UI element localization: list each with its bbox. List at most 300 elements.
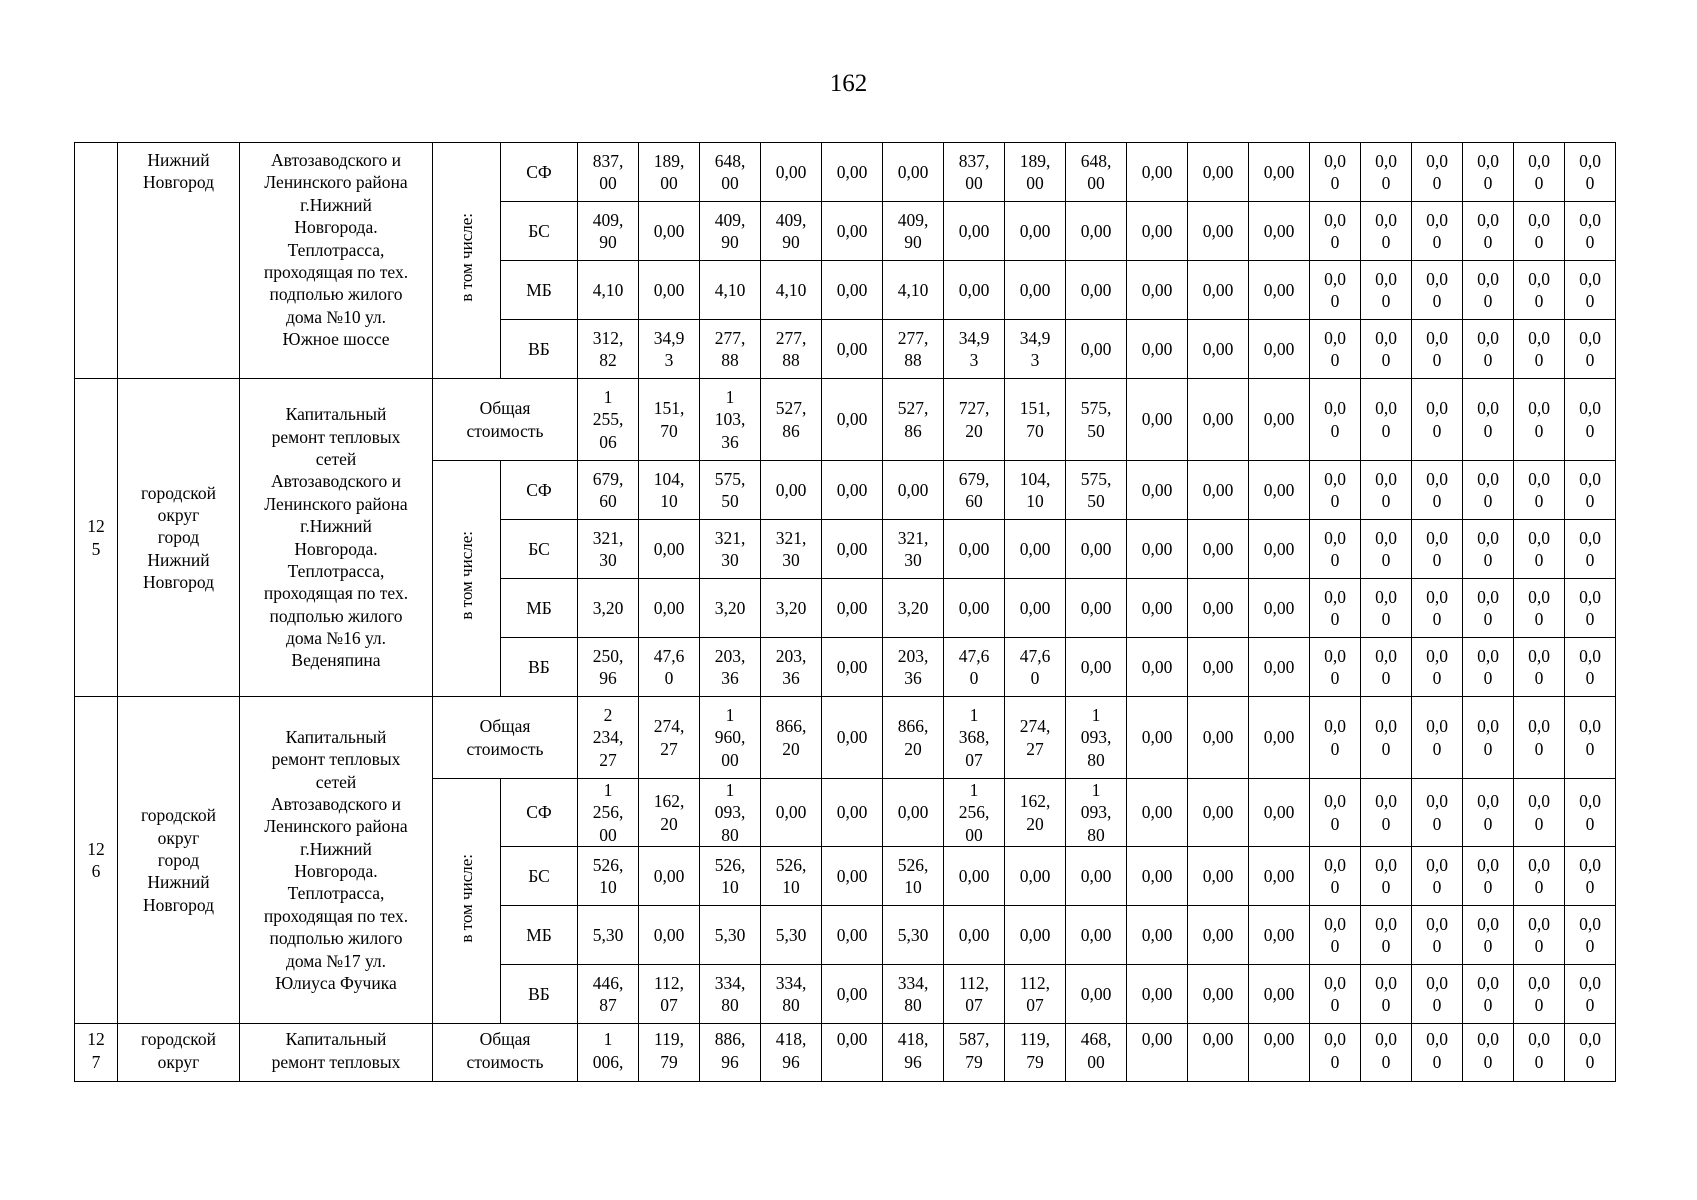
value-cell: 0,00	[822, 847, 883, 906]
value-cell: 837, 00	[944, 143, 1005, 202]
value-cell: 0,0 0	[1361, 261, 1412, 320]
value-cell: 0,0 0	[1514, 697, 1565, 779]
value-cell: 0,00	[1066, 579, 1127, 638]
value-cell: 0,00	[1127, 965, 1188, 1024]
value-cell: 0,0 0	[1565, 261, 1616, 320]
value-cell: 526, 10	[578, 847, 639, 906]
value-cell: 0,0 0	[1412, 261, 1463, 320]
value-cell: 1 103, 36	[700, 379, 761, 461]
value-cell: 0,0 0	[1463, 638, 1514, 697]
row-index: 12 6	[75, 697, 118, 1024]
total-cost-label: Общая стоимость	[433, 1024, 578, 1082]
value-cell: 526, 10	[761, 847, 822, 906]
value-cell: 0,0 0	[1565, 697, 1616, 779]
funding-source: СФ	[501, 143, 578, 202]
funding-source: БС	[501, 847, 578, 906]
funding-source: ВБ	[501, 965, 578, 1024]
value-cell: 47,6 0	[639, 638, 700, 697]
value-cell: 312, 82	[578, 320, 639, 379]
value-cell: 47,6 0	[1005, 638, 1066, 697]
value-cell: 0,00	[639, 906, 700, 965]
row-index: 12 5	[75, 379, 118, 697]
value-cell: 0,0 0	[1463, 847, 1514, 906]
value-cell: 4,10	[761, 261, 822, 320]
value-cell: 0,0 0	[1412, 638, 1463, 697]
value-cell: 0,0 0	[1310, 965, 1361, 1024]
value-cell: 0,00	[822, 1024, 883, 1082]
value-cell: 0,0 0	[1514, 461, 1565, 520]
value-cell: 0,00	[1005, 261, 1066, 320]
value-cell: 0,0 0	[1463, 320, 1514, 379]
value-cell: 2 234, 27	[578, 697, 639, 779]
value-cell: 0,00	[1249, 461, 1310, 520]
value-cell: 0,0 0	[1361, 965, 1412, 1024]
value-cell: 0,00	[1188, 202, 1249, 261]
value-cell: 0,0 0	[1361, 638, 1412, 697]
value-cell: 0,00	[1005, 847, 1066, 906]
value-cell: 1 093, 80	[1066, 697, 1127, 779]
value-cell: 0,00	[1127, 520, 1188, 579]
value-cell: 0,0 0	[1463, 520, 1514, 579]
value-cell: 334, 80	[761, 965, 822, 1024]
value-cell: 0,0 0	[1463, 579, 1514, 638]
funding-source: МБ	[501, 261, 578, 320]
value-cell: 0,0 0	[1514, 579, 1565, 638]
value-cell: 0,0 0	[1514, 638, 1565, 697]
value-cell: 3,20	[761, 579, 822, 638]
value-cell: 162, 20	[1005, 779, 1066, 847]
value-cell: 203, 36	[761, 638, 822, 697]
value-cell: 0,0 0	[1412, 697, 1463, 779]
value-cell: 0,00	[944, 906, 1005, 965]
value-cell: 0,00	[1127, 261, 1188, 320]
value-cell: 0,00	[1005, 202, 1066, 261]
object-description: Капитальный ремонт тепловых	[240, 1024, 433, 1082]
value-cell: 0,0 0	[1310, 1024, 1361, 1082]
value-cell: 0,0 0	[1310, 697, 1361, 779]
value-cell: 0,00	[822, 320, 883, 379]
value-cell: 0,0 0	[1463, 906, 1514, 965]
funding-source: МБ	[501, 579, 578, 638]
value-cell: 277, 88	[883, 320, 944, 379]
value-cell: 409, 90	[883, 202, 944, 261]
value-cell: 409, 90	[700, 202, 761, 261]
value-cell: 0,00	[1249, 779, 1310, 847]
value-cell: 0,0 0	[1361, 202, 1412, 261]
value-cell: 189, 00	[1005, 143, 1066, 202]
value-cell: 0,00	[1249, 143, 1310, 202]
value-cell: 3,20	[578, 579, 639, 638]
value-cell: 112, 07	[639, 965, 700, 1024]
value-cell: 0,00	[1066, 202, 1127, 261]
value-cell: 409, 90	[761, 202, 822, 261]
value-cell: 409, 90	[578, 202, 639, 261]
value-cell: 866, 20	[761, 697, 822, 779]
table-row	[75, 697, 1616, 779]
value-cell: 446, 87	[578, 965, 639, 1024]
value-cell: 0,0 0	[1565, 379, 1616, 461]
value-cell: 0,0 0	[1565, 143, 1616, 202]
value-cell: 0,00	[639, 520, 700, 579]
value-cell: 274, 27	[639, 697, 700, 779]
value-cell: 277, 88	[761, 320, 822, 379]
value-cell: 0,00	[1005, 520, 1066, 579]
value-cell: 648, 00	[1066, 143, 1127, 202]
value-cell: 575, 50	[1066, 461, 1127, 520]
value-cell: 104, 10	[639, 461, 700, 520]
row-index	[75, 143, 118, 379]
value-cell: 837, 00	[578, 143, 639, 202]
value-cell: 0,0 0	[1463, 379, 1514, 461]
value-cell: 0,0 0	[1412, 143, 1463, 202]
value-cell: 189, 00	[639, 143, 700, 202]
value-cell: 0,00	[1127, 638, 1188, 697]
value-cell: 1 256, 00	[578, 779, 639, 847]
total-cost-label: Общая стоимость	[433, 697, 578, 779]
value-cell: 468, 00	[1066, 1024, 1127, 1082]
budget-table	[74, 142, 1616, 1082]
value-cell: 0,00	[1188, 906, 1249, 965]
value-cell: 0,0 0	[1412, 965, 1463, 1024]
value-cell: 0,00	[1066, 261, 1127, 320]
value-cell: 3,20	[883, 579, 944, 638]
value-cell: 575, 50	[1066, 379, 1127, 461]
value-cell: 0,0 0	[1361, 320, 1412, 379]
value-cell: 0,00	[1188, 461, 1249, 520]
value-cell: 0,0 0	[1412, 320, 1463, 379]
value-cell: 0,00	[883, 461, 944, 520]
value-cell: 321, 30	[700, 520, 761, 579]
value-cell: 0,0 0	[1565, 320, 1616, 379]
value-cell: 0,0 0	[1361, 847, 1412, 906]
value-cell: 34,9 3	[639, 320, 700, 379]
value-cell: 321, 30	[883, 520, 944, 579]
value-cell: 0,00	[1249, 261, 1310, 320]
value-cell: 0,00	[1249, 520, 1310, 579]
value-cell: 0,00	[761, 143, 822, 202]
value-cell: 0,0 0	[1565, 202, 1616, 261]
funding-source: СФ	[501, 779, 578, 847]
value-cell: 5,30	[761, 906, 822, 965]
value-cell: 0,00	[944, 520, 1005, 579]
value-cell: 0,00	[1188, 379, 1249, 461]
value-cell: 0,00	[822, 379, 883, 461]
including-label-cell	[433, 143, 501, 379]
value-cell: 0,00	[822, 202, 883, 261]
value-cell: 47,6 0	[944, 638, 1005, 697]
value-cell: 0,00	[883, 779, 944, 847]
value-cell: 0,00	[1127, 579, 1188, 638]
including-label-cell	[433, 461, 501, 697]
funding-source: БС	[501, 202, 578, 261]
value-cell: 0,0 0	[1463, 143, 1514, 202]
value-cell: 0,00	[944, 202, 1005, 261]
value-cell: 0,00	[1188, 1024, 1249, 1082]
value-cell: 5,30	[883, 906, 944, 965]
value-cell: 119, 79	[639, 1024, 700, 1082]
value-cell: 0,0 0	[1514, 261, 1565, 320]
table-row	[75, 143, 1616, 202]
value-cell: 0,0 0	[1514, 847, 1565, 906]
value-cell: 203, 36	[883, 638, 944, 697]
value-cell: 0,00	[1127, 143, 1188, 202]
value-cell: 0,00	[1127, 906, 1188, 965]
value-cell: 526, 10	[883, 847, 944, 906]
value-cell: 0,00	[639, 579, 700, 638]
table-row	[75, 379, 1616, 461]
value-cell: 0,00	[1249, 379, 1310, 461]
value-cell: 0,0 0	[1514, 906, 1565, 965]
value-cell: 112, 07	[1005, 965, 1066, 1024]
value-cell: 0,00	[639, 261, 700, 320]
value-cell: 0,00	[639, 202, 700, 261]
value-cell: 0,00	[822, 779, 883, 847]
value-cell: 0,00	[761, 461, 822, 520]
value-cell: 0,00	[822, 697, 883, 779]
value-cell: 0,0 0	[1463, 461, 1514, 520]
value-cell: 727, 20	[944, 379, 1005, 461]
value-cell: 0,0 0	[1310, 779, 1361, 847]
value-cell: 0,0 0	[1412, 461, 1463, 520]
value-cell: 1 960, 00	[700, 697, 761, 779]
municipality-name: городской округ город Нижний Новгород	[118, 697, 240, 1024]
value-cell: 0,00	[1249, 697, 1310, 779]
value-cell: 0,00	[1066, 965, 1127, 1024]
value-cell: 0,0 0	[1310, 520, 1361, 579]
value-cell: 0,00	[944, 261, 1005, 320]
value-cell: 0,00	[1249, 1024, 1310, 1082]
value-cell: 250, 96	[578, 638, 639, 697]
value-cell: 0,00	[1127, 697, 1188, 779]
value-cell: 0,0 0	[1310, 638, 1361, 697]
value-cell: 0,00	[1188, 579, 1249, 638]
value-cell: 0,00	[761, 779, 822, 847]
value-cell: 4,10	[700, 261, 761, 320]
value-cell: 0,0 0	[1310, 379, 1361, 461]
value-cell: 0,00	[1127, 379, 1188, 461]
value-cell: 4,10	[883, 261, 944, 320]
value-cell: 0,0 0	[1412, 520, 1463, 579]
value-cell: 0,00	[1188, 520, 1249, 579]
funding-source: МБ	[501, 906, 578, 965]
value-cell: 0,00	[1188, 320, 1249, 379]
value-cell: 0,0 0	[1514, 779, 1565, 847]
value-cell: 0,0 0	[1361, 461, 1412, 520]
value-cell: 0,0 0	[1412, 847, 1463, 906]
page-number: 162	[829, 70, 868, 97]
value-cell: 0,0 0	[1412, 906, 1463, 965]
value-cell: 0,00	[822, 261, 883, 320]
value-cell: 0,00	[822, 579, 883, 638]
value-cell: 0,0 0	[1310, 202, 1361, 261]
value-cell: 0,00	[822, 906, 883, 965]
value-cell: 0,00	[639, 847, 700, 906]
value-cell: 0,00	[1188, 965, 1249, 1024]
value-cell: 203, 36	[700, 638, 761, 697]
value-cell: 1 256, 00	[944, 779, 1005, 847]
value-cell: 0,0 0	[1565, 461, 1616, 520]
value-cell: 277, 88	[700, 320, 761, 379]
value-cell: 0,00	[1127, 461, 1188, 520]
total-cost-label: Общая стоимость	[433, 379, 578, 461]
value-cell: 0,00	[1188, 847, 1249, 906]
value-cell: 0,0 0	[1463, 779, 1514, 847]
value-cell: 0,0 0	[1565, 520, 1616, 579]
value-cell: 3,20	[700, 579, 761, 638]
object-description: Капитальный ремонт тепловых сетей Автозаводского и Ленинского района г.Нижний Новгорода. Теплотрасса, проходящая по тех. подполью жилого дома №16 ул. Веденяпина	[240, 379, 433, 697]
value-cell: 587, 79	[944, 1024, 1005, 1082]
value-cell: 0,00	[822, 520, 883, 579]
value-cell: 0,00	[1188, 261, 1249, 320]
value-cell: 0,0 0	[1514, 202, 1565, 261]
value-cell: 0,00	[1127, 202, 1188, 261]
value-cell: 0,0 0	[1514, 965, 1565, 1024]
including-label: в том числе:	[456, 854, 476, 943]
value-cell: 0,00	[1066, 906, 1127, 965]
value-cell: 274, 27	[1005, 697, 1066, 779]
including-label: в том числе:	[456, 213, 476, 303]
value-cell: 0,00	[944, 579, 1005, 638]
value-cell: 0,0 0	[1463, 697, 1514, 779]
value-cell: 0,00	[1249, 202, 1310, 261]
value-cell: 151, 70	[639, 379, 700, 461]
value-cell: 0,0 0	[1514, 143, 1565, 202]
value-cell: 0,00	[1188, 638, 1249, 697]
value-cell: 162, 20	[639, 779, 700, 847]
value-cell: 0,00	[822, 143, 883, 202]
value-cell: 0,00	[1066, 638, 1127, 697]
value-cell: 575, 50	[700, 461, 761, 520]
object-description: Капитальный ремонт тепловых сетей Автозаводского и Ленинского района г.Нижний Новгорода. Теплотрасса, проходящая по тех. подполью жилого дома №17 ул. Юлиуса Фучика	[240, 697, 433, 1024]
value-cell: 0,0 0	[1361, 143, 1412, 202]
value-cell: 0,00	[1188, 779, 1249, 847]
value-cell: 1 006,	[578, 1024, 639, 1082]
value-cell: 0,0 0	[1412, 579, 1463, 638]
value-cell: 0,0 0	[1310, 906, 1361, 965]
value-cell: 527, 86	[761, 379, 822, 461]
value-cell: 119, 79	[1005, 1024, 1066, 1082]
value-cell: 0,0 0	[1514, 320, 1565, 379]
value-cell: 0,0 0	[1565, 965, 1616, 1024]
including-label: в том числе:	[456, 531, 476, 621]
value-cell: 0,0 0	[1412, 779, 1463, 847]
value-cell: 1 093, 80	[1066, 779, 1127, 847]
value-cell: 0,00	[1249, 320, 1310, 379]
value-cell: 0,0 0	[1514, 1024, 1565, 1082]
value-cell: 334, 80	[883, 965, 944, 1024]
value-cell: 0,00	[1249, 579, 1310, 638]
value-cell: 0,0 0	[1565, 779, 1616, 847]
value-cell: 0,00	[822, 638, 883, 697]
value-cell: 1 255, 06	[578, 379, 639, 461]
value-cell: 34,9 3	[944, 320, 1005, 379]
value-cell: 0,0 0	[1412, 379, 1463, 461]
value-cell: 1 093, 80	[700, 779, 761, 847]
value-cell: 0,0 0	[1361, 779, 1412, 847]
value-cell: 0,0 0	[1514, 379, 1565, 461]
value-cell: 0,0 0	[1310, 320, 1361, 379]
value-cell: 0,0 0	[1565, 579, 1616, 638]
value-cell: 104, 10	[1005, 461, 1066, 520]
value-cell: 866, 20	[883, 697, 944, 779]
object-description: Автозаводского и Ленинского района г.Нижний Новгорода. Теплотрасса, проходящая по тех. подполью жилого дома №10 ул. Южное шоссе	[240, 143, 433, 379]
value-cell: 0,00	[1005, 579, 1066, 638]
value-cell: 418, 96	[883, 1024, 944, 1082]
value-cell: 5,30	[578, 906, 639, 965]
value-cell: 0,00	[822, 965, 883, 1024]
value-cell: 321, 30	[761, 520, 822, 579]
funding-source: БС	[501, 520, 578, 579]
value-cell: 0,00	[1127, 847, 1188, 906]
value-cell: 527, 86	[883, 379, 944, 461]
value-cell: 321, 30	[578, 520, 639, 579]
value-cell: 0,0 0	[1310, 143, 1361, 202]
municipality-name: городской округ	[118, 1024, 240, 1082]
value-cell: 0,00	[1249, 906, 1310, 965]
value-cell: 0,0 0	[1361, 906, 1412, 965]
value-cell: 0,0 0	[1361, 579, 1412, 638]
value-cell: 1 368, 07	[944, 697, 1005, 779]
value-cell: 886, 96	[700, 1024, 761, 1082]
funding-source: ВБ	[501, 320, 578, 379]
value-cell: 0,00	[944, 847, 1005, 906]
value-cell: 0,0 0	[1463, 261, 1514, 320]
including-label-cell	[433, 779, 501, 1024]
value-cell: 0,00	[1249, 638, 1310, 697]
municipality-name: Нижний Новгород	[118, 143, 240, 379]
value-cell: 112, 07	[944, 965, 1005, 1024]
value-cell: 0,00	[1127, 779, 1188, 847]
funding-source: СФ	[501, 461, 578, 520]
value-cell: 0,00	[1188, 697, 1249, 779]
value-cell: 0,00	[883, 143, 944, 202]
funding-source: ВБ	[501, 638, 578, 697]
value-cell: 0,0 0	[1565, 906, 1616, 965]
value-cell: 0,00	[1188, 143, 1249, 202]
value-cell: 0,0 0	[1361, 1024, 1412, 1082]
value-cell: 0,00	[1249, 965, 1310, 1024]
value-cell: 0,00	[1127, 320, 1188, 379]
value-cell: 0,0 0	[1310, 461, 1361, 520]
value-cell: 0,00	[1127, 1024, 1188, 1082]
value-cell: 418, 96	[761, 1024, 822, 1082]
table-row	[75, 1024, 1616, 1082]
value-cell: 5,30	[700, 906, 761, 965]
value-cell: 0,0 0	[1310, 847, 1361, 906]
value-cell: 151, 70	[1005, 379, 1066, 461]
municipality-name: городской округ город Нижний Новгород	[118, 379, 240, 697]
value-cell: 0,00	[1249, 847, 1310, 906]
value-cell: 648, 00	[700, 143, 761, 202]
value-cell: 0,00	[1005, 906, 1066, 965]
value-cell: 0,0 0	[1565, 847, 1616, 906]
value-cell: 34,9 3	[1005, 320, 1066, 379]
value-cell: 0,00	[1066, 847, 1127, 906]
value-cell: 0,0 0	[1463, 1024, 1514, 1082]
value-cell: 4,10	[578, 261, 639, 320]
value-cell: 0,0 0	[1361, 697, 1412, 779]
value-cell: 0,0 0	[1412, 1024, 1463, 1082]
value-cell: 0,0 0	[1310, 261, 1361, 320]
value-cell: 0,0 0	[1565, 638, 1616, 697]
value-cell: 526, 10	[700, 847, 761, 906]
value-cell: 679, 60	[578, 461, 639, 520]
value-cell: 0,0 0	[1361, 520, 1412, 579]
value-cell: 0,0 0	[1412, 202, 1463, 261]
value-cell: 0,0 0	[1565, 1024, 1616, 1082]
value-cell: 0,0 0	[1463, 965, 1514, 1024]
value-cell: 0,0 0	[1361, 379, 1412, 461]
